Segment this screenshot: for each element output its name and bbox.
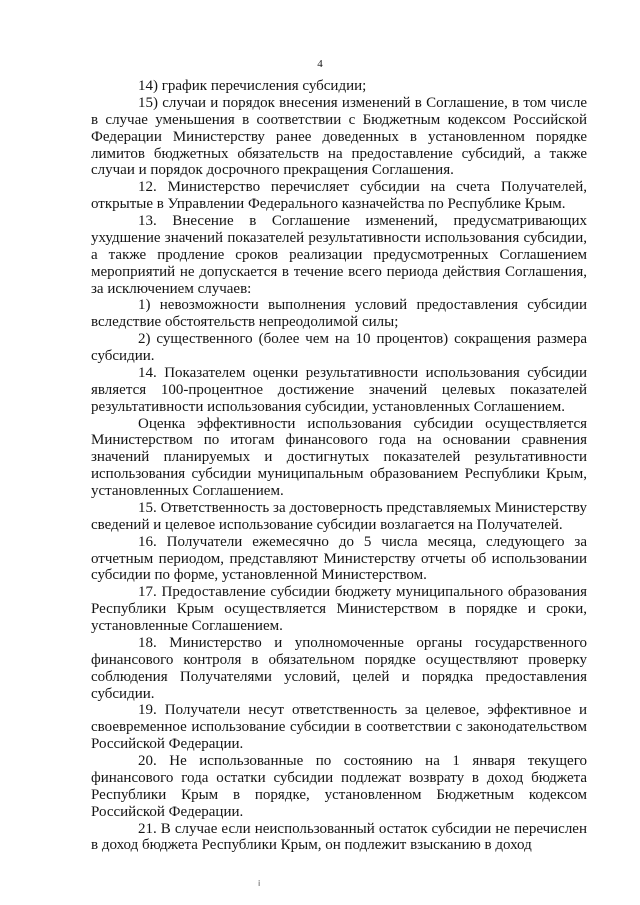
list-item-15: 15) случаи и порядок внесения изменений в Соглашение, в том числе в случае уменьшения в соответствии с Бюджетным кодексом Российской Федерации Министерству ранее доведенных в установленном порядке лимитов бюджетных обязательств на предоставление субсидий, а также случаи и порядок досрочного прекращения Соглашения. <box>91 94 587 179</box>
page-number: 4 <box>317 58 323 70</box>
footer-tick: і <box>258 879 261 888</box>
clause-12: 12. Министерство перечисляет субсидии на счета Получателей, открытые в Управлении Федерального казначейства по Республике Крым. <box>91 179 587 213</box>
clause-14-evaluation: Оценка эффективности использования субсидии осуществляется Министерством по итогам финансового года на основании сравнения значений планируемых и достигнутых показателей результативности использования субсидии муниципальным образованием Республики Крым, установленных Соглашением. <box>91 415 587 499</box>
clause-14: 14. Показателем оценки результативности использования субсидии является 100-процентное достижение значений целевых показателей результативности использования субсидии, установленных Соглашением. <box>91 364 587 415</box>
clause-13: 13. Внесение в Соглашение изменений, предусматривающих ухудшение значений показателей результативности использования субсидии, а также продление сроков реализации предусмотренных Соглашением мероприятий не допускается в течение всего периода действия Соглашения, за исключением случаев: <box>91 213 587 297</box>
clause-16: 16. Получатели ежемесячно до 5 числа месяца, следующего за отчетным периодом, представляют Министерству отчеты об использовании субсидии по форме, установленной Министерством. <box>91 533 587 584</box>
document-body <box>91 78 587 854</box>
clause-19: 19. Получатели несут ответственность за целевое, эффективное и своевременное использование субсидии в соответствии с законодательством Российской Федерации. <box>91 702 587 753</box>
clause-17: 17. Предоставление субсидии бюджету муниципального образования Республики Крым осуществляется Министерством в порядке и сроки, установленные Соглашением. <box>91 584 587 634</box>
clause-13-item-2: 2) существенного (более чем на 10 процентов) сокращения размера субсидии. <box>91 331 587 364</box>
list-item-14: 14) график перечисления субсидии; <box>138 78 367 94</box>
clause-18: 18. Министерство и уполномоченные органы государственного финансового контроля в обязательном порядке осуществляют проверку соблюдения Получателями условий, целей и порядка предоставления субсидии. <box>91 634 587 702</box>
clause-20: 20. Не использованные по состоянию на 1 января текущего финансового года остатки субсидии подлежат возврату в доход бюджета Республики Крым в порядке, установленном Бюджетным кодексом Российской Федерации. <box>91 753 587 820</box>
clause-21: 21. В случае если неиспользованный остаток субсидии не перечислен в доход бюджета Республики Крым, он подлежит взысканию в доход <box>91 820 587 854</box>
clause-15: 15. Ответственность за достоверность представляемых Министерству сведений и целевое использование субсидии возлагается на Получателей. <box>91 499 587 533</box>
clause-13-item-1: 1) невозможности выполнения условий предоставления субсидии вследствие обстоятельств непреодолимой силы; <box>91 297 587 331</box>
